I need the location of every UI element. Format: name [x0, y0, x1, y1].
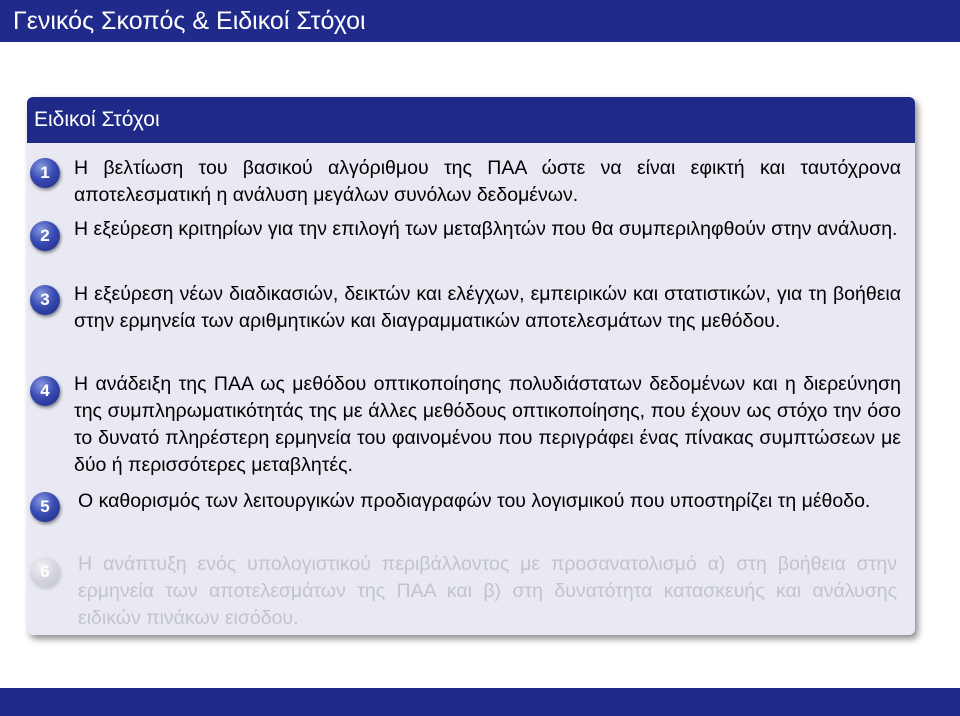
list-item [27, 155, 915, 215]
slide-title: Γενικός Σκοπός & Ειδικοί Στόχοι [13, 7, 366, 35]
list-item [27, 371, 915, 483]
list-item [27, 216, 915, 276]
number-badge-2: 2 [30, 221, 60, 251]
block-header [27, 97, 915, 143]
item-text: Η ανάδειξη της ΠΑΑ ως μεθόδου οπτικοποίησης πολυδιάστατων δεδομένων και η διερεύνηση της συμπληρωματικότητάς της με άλλες μεθόδους οπτικοποίησης, που έχουν ως στόχο την όσο το δυνατό πληρέστερη ερμηνεία του φαινομένου που περιγράφει ένας πίνακας συμπτώσεων με δύο ή περισσότερες μεταβλητές. [74, 373, 901, 476]
objectives-block [27, 97, 915, 635]
list-item [27, 551, 915, 635]
slide-title-bar [0, 0, 960, 42]
list-item [27, 488, 915, 548]
list-item [27, 281, 915, 365]
number-badge-1: 1 [30, 158, 60, 188]
item-text: Η βελτίωση του βασικού αλγόριθμου της ΠΑΑ ώστε να είναι εφικτή και ταυτόχρονα αποτελεσματική η ανάλυση μεγάλων συνόλων δεδομένων. [74, 157, 901, 206]
footer-bar [0, 688, 960, 716]
number-badge-4: 4 [30, 376, 60, 406]
item-text: Ο καθορισμός των λειτουργικών προδιαγραφών του λογισμικού που υποστηρίζει τη μέθοδο. [78, 490, 871, 512]
item-text: Η εξεύρεση νέων διαδικασιών, δεικτών και ελέγχων, εμπειρικών και στατιστικών, για τη βοήθεια στην ερμηνεία των αριθμητικών και διαγραμματικών αποτελεσμάτων της μεθόδου. [74, 283, 901, 332]
number-badge-3: 3 [30, 285, 60, 315]
item-text: Η ανάπτυξη ενός υπολογιστικού περιβάλλοντος με προσανατολισμό α) στη βοήθεια στην ερμηνεία των αποτελεσμάτων της ΠΑΑ και β) στη δυνατότητα κατασκευής και ανάλυσης ειδικών πινάκων εισόδου. [78, 553, 897, 629]
item-text: Η εξεύρεση κριτηρίων για την επιλογή των μεταβλητών που θα συμπεριληφθούν στην ανάλυση. [74, 218, 898, 240]
block-title: Ειδικοί Στόχοι [34, 108, 160, 131]
number-badge-5: 5 [30, 492, 60, 522]
number-badge-6: 6 [30, 557, 60, 587]
